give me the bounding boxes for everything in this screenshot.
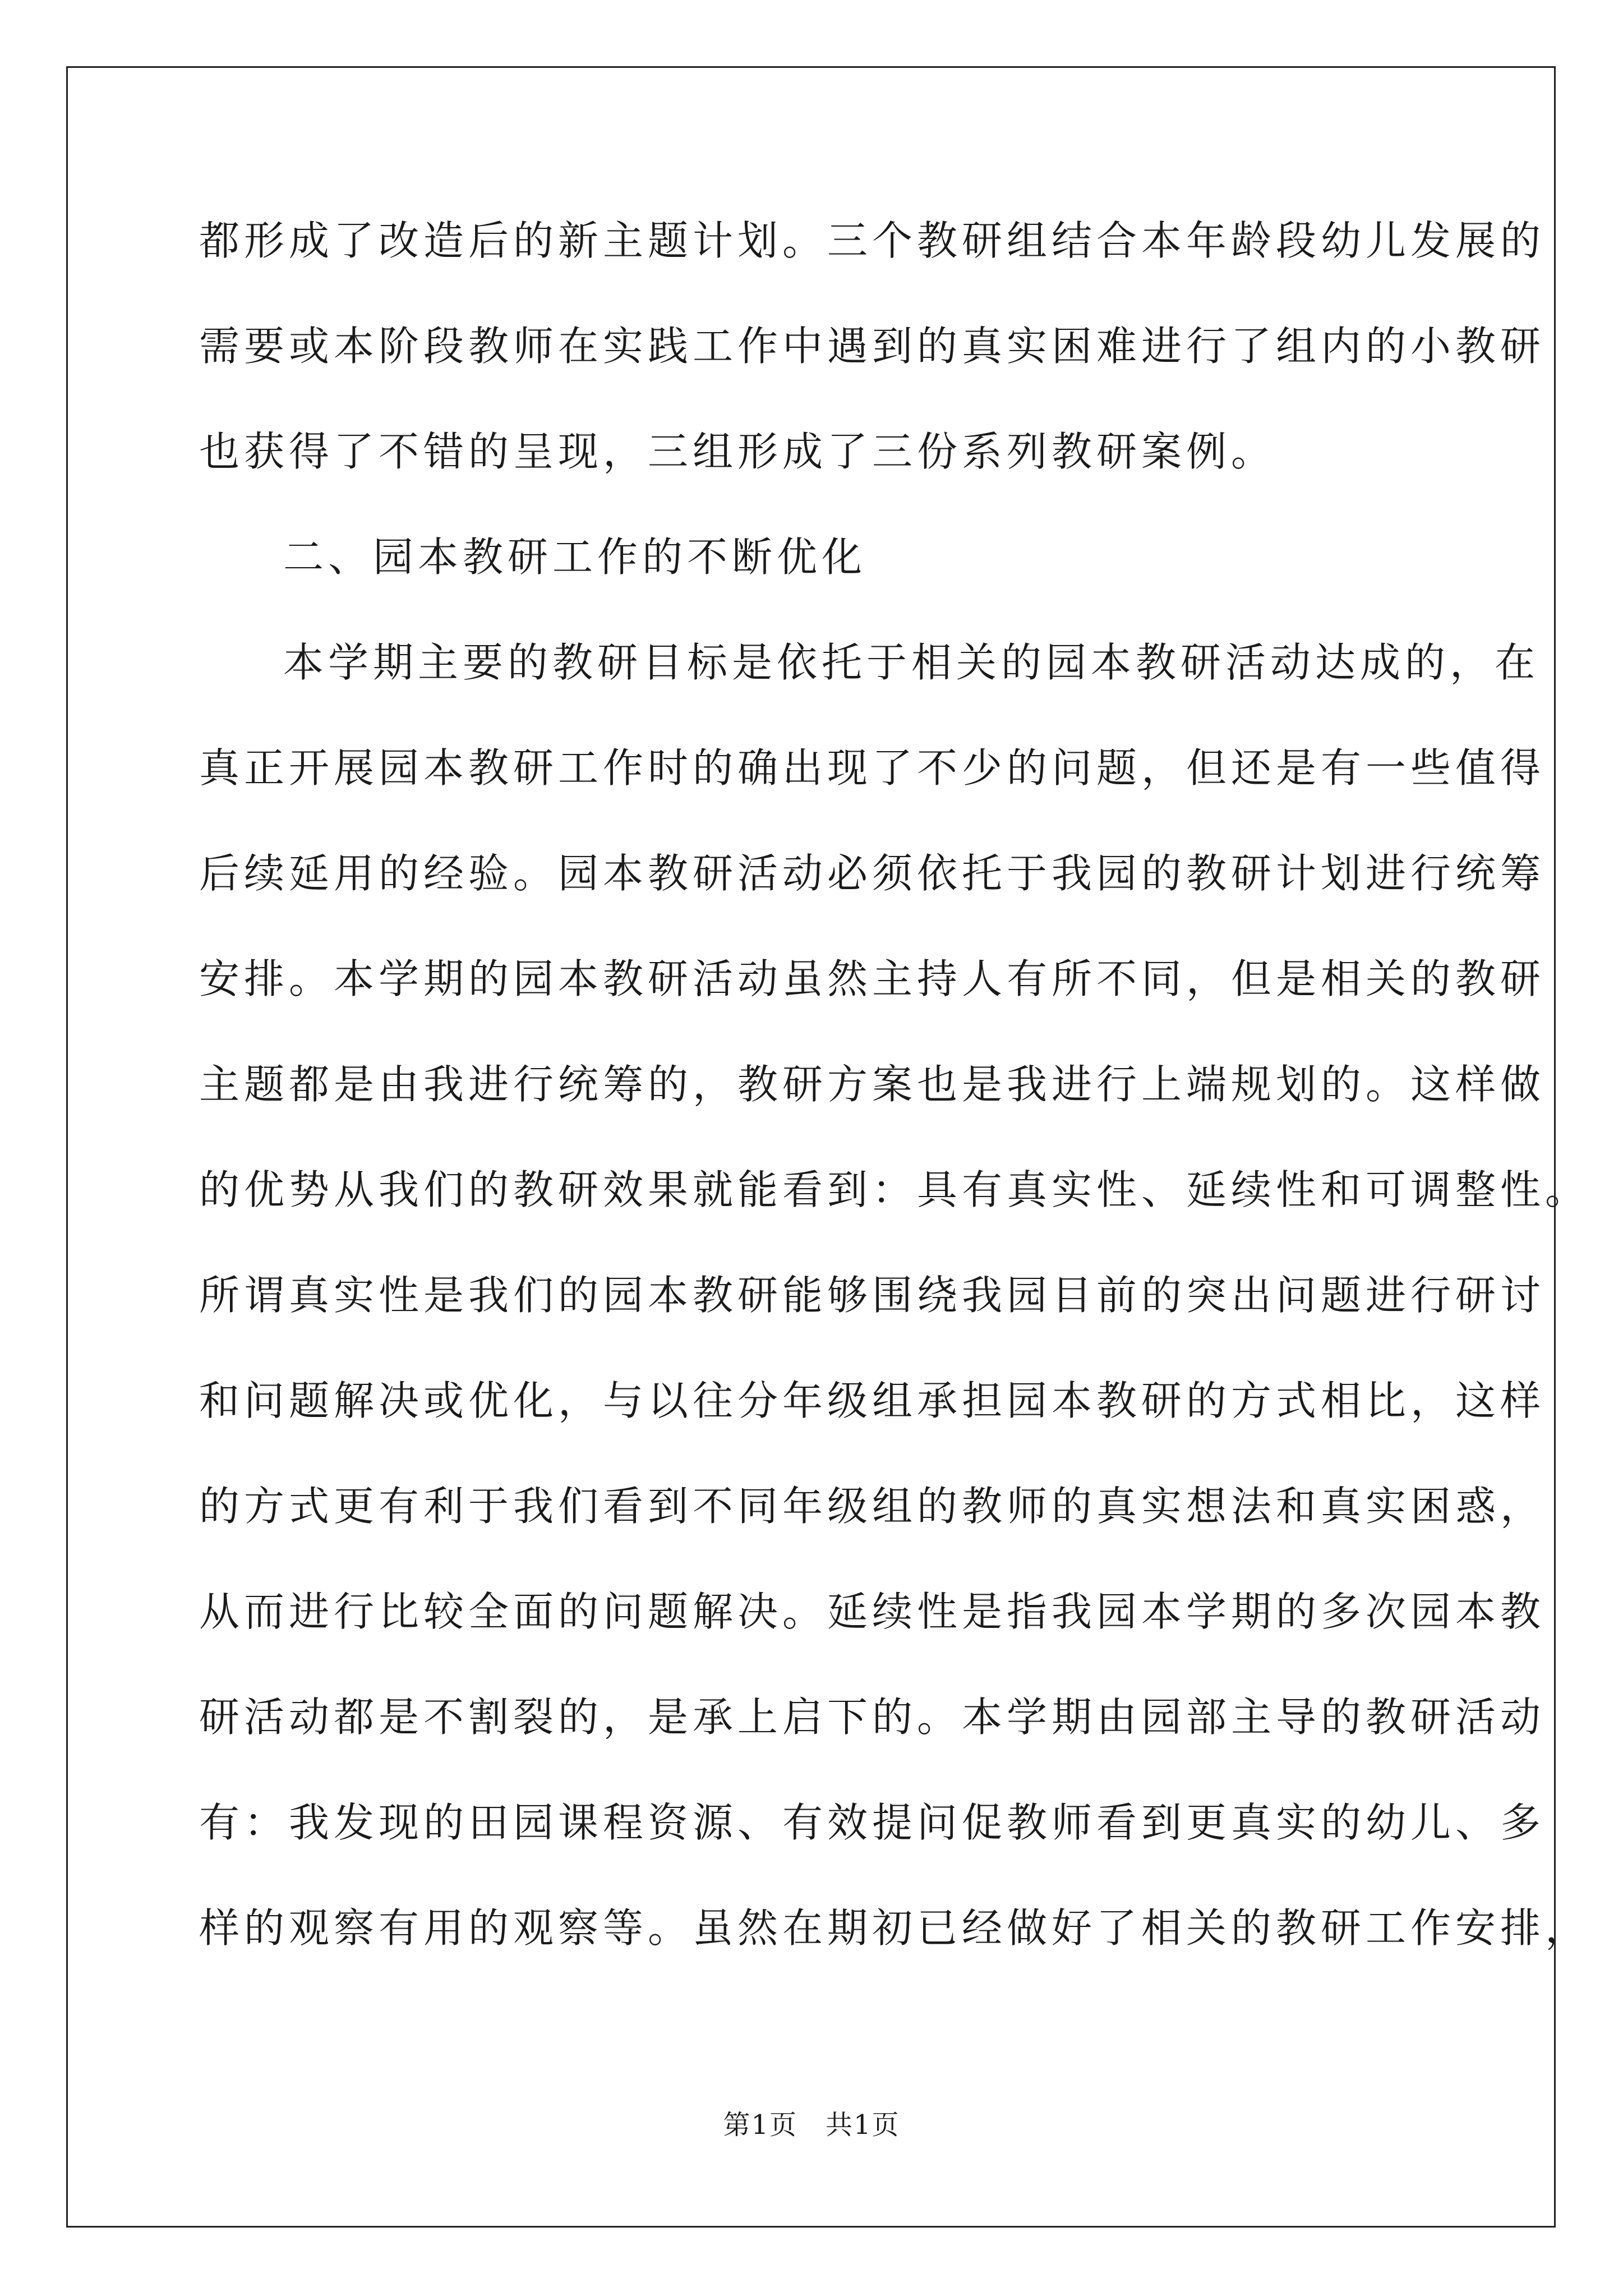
text-line: 也获得了不错的呈现，三组形成了三份系列教研案例。	[199, 428, 1276, 475]
text-line: 有：我发现的田园课程资源、有效提问促教师看到更真实的幼儿、多	[199, 1799, 1546, 1846]
section-heading: 二、园本教研工作的不断优化	[283, 533, 867, 581]
text-line: 从而进行比较全面的问题解决。延续性是指我园本学期的多次园本教	[199, 1588, 1546, 1635]
text-line: 的优势从我们的教研效果就能看到：具有真实性、延续性和可调整性。	[199, 1166, 1590, 1213]
text-line: 主题都是由我进行统筹的，教研方案也是我进行上端规划的。这样做	[199, 1061, 1546, 1108]
text-line: 后续延用的经验。园本教研活动必须依托于我园的教研计划进行统筹	[199, 850, 1546, 897]
text-line: 所谓真实性是我们的园本教研能够围绕我园目前的突出问题进行研讨	[199, 1272, 1546, 1319]
text-line: 都形成了改造后的新主题计划。三个教研组结合本年龄段幼儿发展的	[199, 217, 1546, 264]
text-line: 研活动都是不割裂的，是承上启下的。本学期由园部主导的教研活动	[199, 1694, 1546, 1741]
text-line: 的方式更有利于我们看到不同年级组的教师的真实想法和真实困惑，	[199, 1483, 1546, 1530]
text-line: 安排。本学期的园本教研活动虽然主持人有所不同，但是相关的教研	[199, 955, 1546, 1002]
text-line: 本学期主要的教研目标是依托于相关的园本教研活动达成的，在	[283, 639, 1540, 686]
text-line: 和问题解决或优化，与以往分年级组承担园本教研的方式相比，这样	[199, 1377, 1546, 1424]
text-line: 真正开展园本教研工作时的确出现了不少的问题，但还是有一些值得	[199, 744, 1546, 792]
text-line: 需要或本阶段教师在实践工作中遇到的真实困难进行了组内的小教研	[199, 323, 1546, 370]
text-line: 样的观察有用的观察等。虽然在期初已经做好了相关的教研工作安排，	[199, 1904, 1590, 1952]
page-footer: 第1页 共1页	[723, 2109, 900, 2141]
